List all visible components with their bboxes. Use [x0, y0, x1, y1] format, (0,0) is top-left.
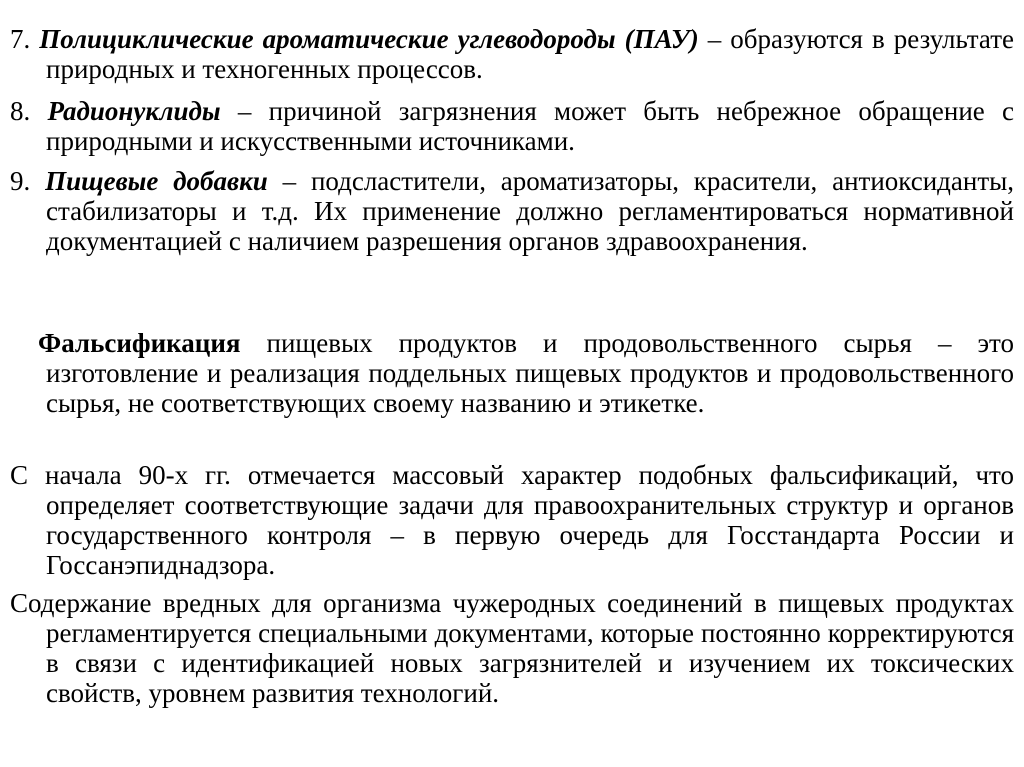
- content-paragraph: Содержание вредных для организма чужеродных соединений в пищевых продуктах регламентируется специальными документами, которые постоянно корректируются в связи с идентификацией новых загрязнителей и изучением их токсических свойств, уровнем развития технологий.: [10, 588, 1014, 708]
- item-number: 7.: [10, 24, 31, 54]
- item-term: Пищевые добавки: [45, 166, 268, 196]
- falsification-term: Фальсификация: [38, 328, 241, 358]
- item-term: Полициклические ароматические углеводороды (ПАУ): [39, 24, 699, 54]
- list-item-8: [10, 96, 1014, 156]
- list-item-9: [10, 166, 1014, 256]
- list-item-7: [10, 24, 1014, 84]
- falsification-text: пищевых продуктов и продовольственного сырья – это изготовление и реализация поддельных пищевых продуктов и продовольственного сырья, не соответствующих своему названию и этикетке.: [46, 328, 1014, 418]
- item-text: – образуются в результате природных и техногенных процессов.: [46, 24, 1014, 84]
- item-number: 9.: [10, 166, 31, 196]
- item-text: – подсластители, ароматизаторы, красители, антиоксиданты, стабилизаторы и т.д. Их применение должно регламентироваться нормативной документацией с наличием разрешения органов здравоохранения.: [46, 166, 1015, 256]
- since-90s-paragraph: С начала 90-х гг. отмечается массовый характер подобных фальсификаций, что определяет соответствующие задачи для правоохранительных структур и органов государственного контроля – в первую очередь для Госстандарта России и Госсанэпиднадзора.: [10, 460, 1014, 580]
- falsification-paragraph: [10, 328, 1014, 418]
- item-number: 8.: [10, 96, 31, 126]
- item-text: – причиной загрязнения может быть небрежное обращение с природными и искусственными источниками.: [46, 96, 1014, 156]
- item-term: Радионуклиды: [47, 96, 221, 126]
